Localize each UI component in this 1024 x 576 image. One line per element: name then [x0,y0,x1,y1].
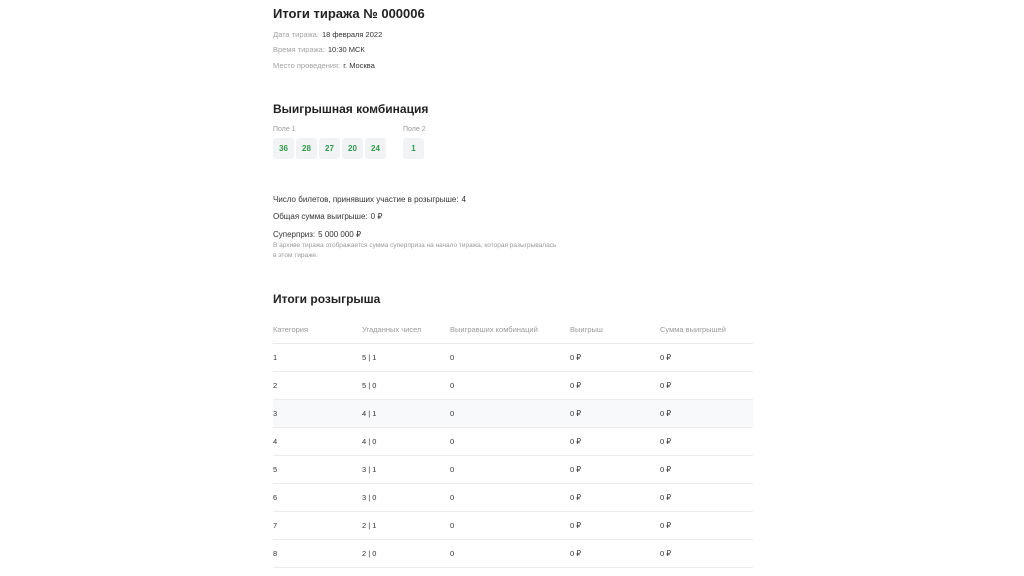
cell-matched: 5 | 0 [362,381,377,390]
cell-winning-combinations: 0 [450,465,455,474]
superprize-label: Суперприз: [273,230,316,239]
cell-prize: 0 ₽ [570,465,582,474]
tickets-row [273,195,466,204]
cell-category: 1 [273,353,278,362]
cell-matched: 2 | 1 [362,521,377,530]
cell-winning-combinations: 0 [450,521,455,530]
cell-category: 6 [273,493,278,502]
winning-combination-heading: Выигрышная комбинация [273,102,429,116]
cell-prize-total: 0 ₽ [660,493,672,502]
cell-matched: 3 | 0 [362,493,377,502]
field1-ball: 36 [273,138,294,159]
cell-category: 2 [273,381,278,390]
field1-label: Поле 1 [273,126,296,133]
draw-place-value: г. Москва [343,61,375,70]
superprize-value: 5 000 000 ₽ [318,230,362,239]
cell-prize-total: 0 ₽ [660,465,672,474]
cell-prize-total: 0 ₽ [660,521,672,530]
cell-winning-combinations: 0 [450,409,455,418]
cell-winning-combinations: 0 [450,493,455,502]
tickets-label: Число билетов, принявших участие в розыгрыше: [273,195,459,204]
table-row [273,456,753,484]
total-winnings-row [273,212,382,221]
cell-prize: 0 ₽ [570,437,582,446]
field1-balls [273,138,386,159]
table-header [273,316,753,344]
results-heading: Итоги розыгрыша [273,292,381,306]
table-row [273,372,753,400]
cell-matched: 4 | 1 [362,409,377,418]
draw-time-row [273,45,365,54]
column-header-prize-total: Сумма выигрышей [660,325,726,334]
cell-prize-total: 0 ₽ [660,353,672,362]
cell-prize-total: 0 ₽ [660,381,672,390]
table-row [273,428,753,456]
draw-place-label: Место проведения: [273,61,341,70]
cell-winning-combinations: 0 [450,437,455,446]
cell-prize-total: 0 ₽ [660,437,672,446]
cell-category: 5 [273,465,278,474]
table-row [273,540,753,568]
table-row [273,400,753,428]
page-title: Итоги тиража № 000006 [273,6,425,21]
cell-prize: 0 ₽ [570,409,582,418]
cell-prize: 0 ₽ [570,353,582,362]
field2-ball: 1 [403,138,424,159]
draw-time-label: Время тиража: [273,45,325,54]
column-header-matched: Угаданных чисел [362,325,422,334]
field1-ball: 27 [319,138,340,159]
table-row [273,344,753,372]
draw-time-value: 10:30 МСК [327,45,365,54]
field2-balls [403,138,424,159]
cell-winning-combinations: 0 [450,549,455,558]
tickets-value: 4 [461,195,466,204]
cell-category: 3 [273,409,278,418]
cell-matched: 5 | 1 [362,353,377,362]
cell-matched: 2 | 0 [362,549,377,558]
total-winnings-value: 0 ₽ [370,212,383,221]
draw-place-row [273,61,375,70]
superprize-note: В архиве тиража отображается сумма суперприза на начало тиража, которая разыгрывалась в этом тираже. [273,242,557,259]
cell-winning-combinations: 0 [450,353,455,362]
draw-date-label: Дата тиража: [273,30,319,39]
cell-category: 7 [273,521,278,530]
draw-date-row [273,30,382,39]
cell-prize-total: 0 ₽ [660,409,672,418]
table-row [273,484,753,512]
cell-prize: 0 ₽ [570,381,582,390]
cell-prize: 0 ₽ [570,493,582,502]
cell-prize-total: 0 ₽ [660,549,672,558]
results-table [273,316,753,568]
field1-ball: 28 [296,138,317,159]
column-header-winning-combinations: Выигравших комбинаций [450,325,538,334]
table-row [273,512,753,540]
field1-ball: 20 [342,138,363,159]
cell-prize: 0 ₽ [570,549,582,558]
column-header-category: Категория [273,325,309,334]
cell-category: 8 [273,549,278,558]
field1-ball: 24 [365,138,386,159]
total-winnings-label: Общая сумма выигрыше: [273,212,368,221]
cell-prize: 0 ₽ [570,521,582,530]
draw-date-value: 18 февраля 2022 [321,30,383,39]
cell-matched: 4 | 0 [362,437,377,446]
superprize-row [273,230,361,239]
cell-matched: 3 | 1 [362,465,377,474]
cell-winning-combinations: 0 [450,381,455,390]
field2-label: Поле 2 [403,126,426,133]
cell-category: 4 [273,437,278,446]
column-header-prize: Выигрыш [570,325,603,334]
